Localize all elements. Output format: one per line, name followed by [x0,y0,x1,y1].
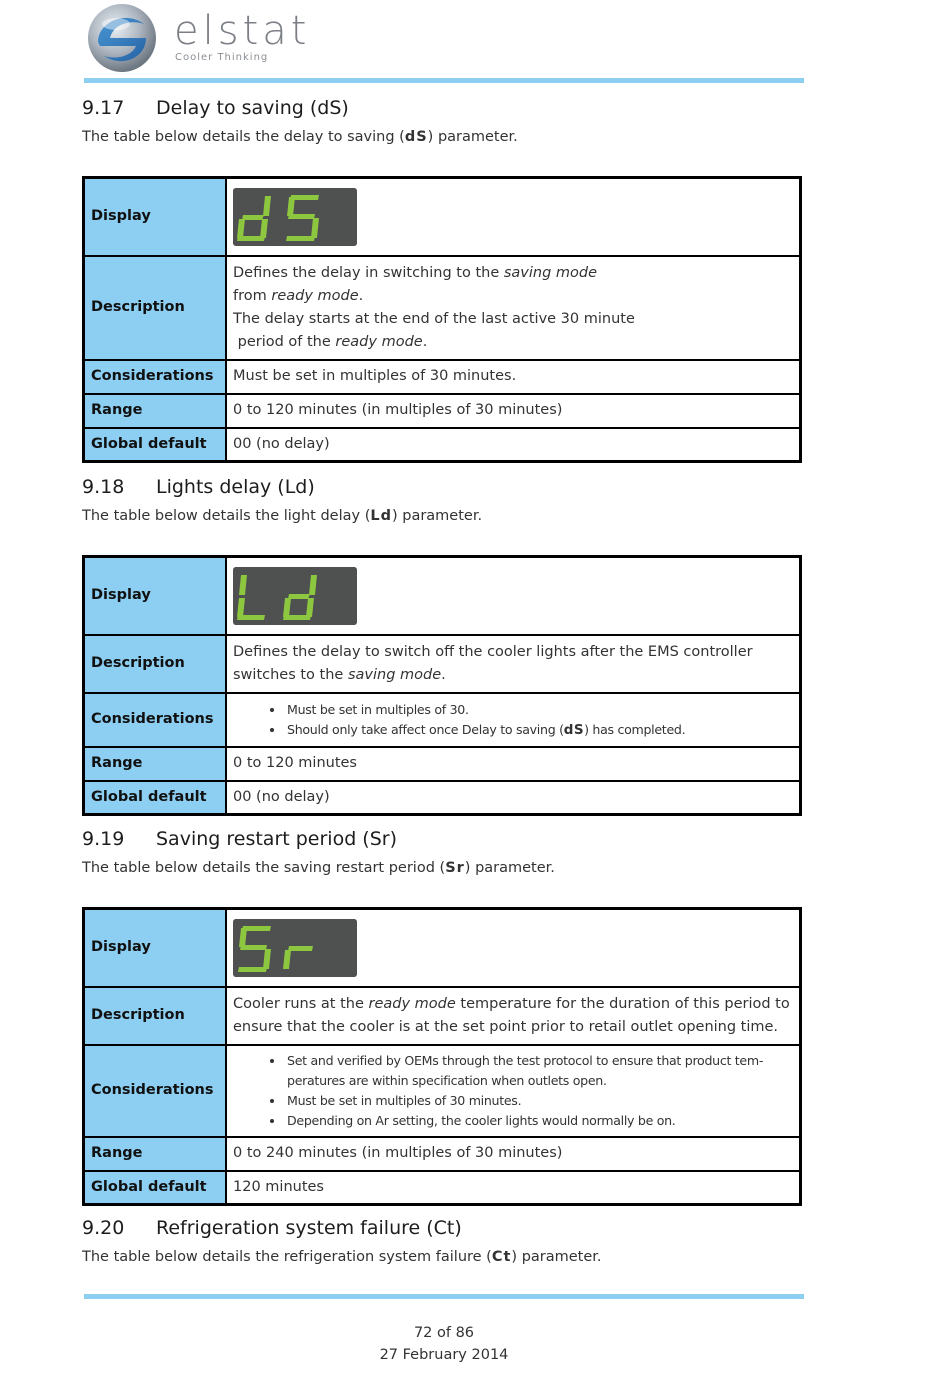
section-saving-restart-period [82,825,802,878]
section-title: Saving restart period (Sr) [156,828,398,850]
table-row-description [84,256,801,360]
brand-name: elstat [174,8,311,54]
description-line: from ready mode. [233,287,364,304]
section-number: 9.20 [82,1217,125,1239]
display-cell [226,909,801,987]
section-title: Lights delay (Ld) [156,476,315,498]
row-label: Global default [84,781,227,815]
considerations-list [233,700,793,740]
row-label: Global default [84,428,227,462]
display-cell [226,178,801,256]
row-label: Considerations [84,693,227,747]
table-row-range [84,1137,801,1171]
description-line: ensure that the cooler is at the set point prior to retail outlet opening time. [233,1018,779,1035]
parameter-table-ld [82,555,802,816]
section-delay-to-saving [82,94,802,147]
description-line: period of the ready mode. [233,333,428,350]
lcd-display-icon [233,188,357,246]
range-cell: 0 to 120 minutes (in multiples of 30 minutes) [226,394,801,428]
table-row-display [84,178,801,256]
default-cell: 120 minutes [226,1171,801,1205]
section-title: Refrigeration system failure (Ct) [156,1217,462,1239]
parameter-table-ds [82,176,802,463]
range-cell: 0 to 240 minutes (in multiples of 30 minutes) [226,1137,801,1171]
table-row-considerations [84,1045,801,1137]
section-heading [82,825,802,853]
section-number: 9.19 [82,828,125,850]
header-divider [84,78,804,83]
table-row-considerations [84,360,801,394]
section-heading [82,1214,802,1242]
range-cell: 0 to 120 minutes [226,747,801,781]
section-intro: The table below details the light delay (Ld) parameter. [82,508,483,524]
row-label: Range [84,1137,227,1171]
list-item: • Must be set in multiples of 30. [285,700,793,720]
table-row-range [84,394,801,428]
page-footer [84,1322,804,1366]
table-row-default [84,1171,801,1205]
parameter-table-sr [82,907,802,1206]
row-label: Considerations [84,360,227,394]
default-cell: 00 (no delay) [226,428,801,462]
brand-tagline: Cooler Thinking [175,52,269,63]
row-label: Display [84,909,227,987]
list-item: • Must be set in multiples of 30 minutes. [285,1091,793,1111]
description-line: Defines the delay in switching to the saving mode [233,264,598,281]
section-heading [82,94,802,122]
considerations-cell [226,693,801,747]
section-heading [82,473,802,501]
parameter-code: Ct [491,1249,512,1265]
page-header [84,0,804,84]
description-line: The delay starts at the end of the last active 30 minute [233,310,635,327]
row-label: Description [84,987,227,1045]
description-line: switches to the saving mode. [233,666,446,683]
considerations-cell: Must be set in multiples of 30 minutes. [226,360,801,394]
row-label: Considerations [84,1045,227,1137]
table-row-considerations [84,693,801,747]
document-date: 27 February 2014 [379,1347,509,1363]
parameter-code: dS [563,721,585,738]
section-intro: The table below details the delay to saving (dS) parameter. [82,129,518,145]
row-label: Display [84,557,227,635]
description-line: Defines the delay to switch off the cooler lights after the EMS controller [233,643,753,660]
default-cell: 00 (no delay) [226,781,801,815]
row-label: Range [84,394,227,428]
description-line: Cooler runs at the ready mode temperature for the duration of this period to [233,995,790,1012]
footer-divider [84,1294,804,1299]
table-row-default [84,428,801,462]
table-row-description [84,987,801,1045]
page-number: 72 of 86 [413,1325,475,1341]
row-label: Display [84,178,227,256]
section-number: 9.18 [82,476,125,498]
section-intro: The table below details the refrigeration system failure (Ct) parameter. [82,1249,602,1265]
section-intro: The table below details the saving restart period (Sr) parameter. [82,860,555,876]
table-row-display [84,909,801,987]
description-cell [226,256,801,360]
elstat-logo-icon [86,2,158,74]
lcd-display-icon [233,919,357,977]
row-label: Global default [84,1171,227,1205]
description-cell [226,635,801,693]
table-row-description [84,635,801,693]
row-label: Description [84,256,227,360]
considerations-cell [226,1045,801,1137]
list-item: • Depending on Ar setting, the cooler lights would normally be on. [285,1111,793,1131]
display-cell [226,557,801,635]
lcd-display-icon [233,567,357,625]
parameter-code: Sr [445,860,465,876]
section-title: Delay to saving (dS) [156,97,349,119]
considerations-list [233,1051,793,1131]
list-item: • Should only take affect once Delay to saving (dS) has completed. [285,720,793,740]
table-row-default [84,781,801,815]
section-number: 9.17 [82,97,125,119]
section-refrigeration-failure [82,1214,802,1267]
section-lights-delay [82,473,802,526]
list-item-continuation: peratures are within specification when outlets open. [287,1072,607,1088]
list-item: • Set and verified by OEMs through the test protocol to ensure that product tem- [285,1051,793,1071]
parameter-code: Ld [370,508,392,524]
description-cell [226,987,801,1045]
table-row-range [84,747,801,781]
row-label: Description [84,635,227,693]
row-label: Range [84,747,227,781]
table-row-display [84,557,801,635]
parameter-code: dS [404,129,428,145]
